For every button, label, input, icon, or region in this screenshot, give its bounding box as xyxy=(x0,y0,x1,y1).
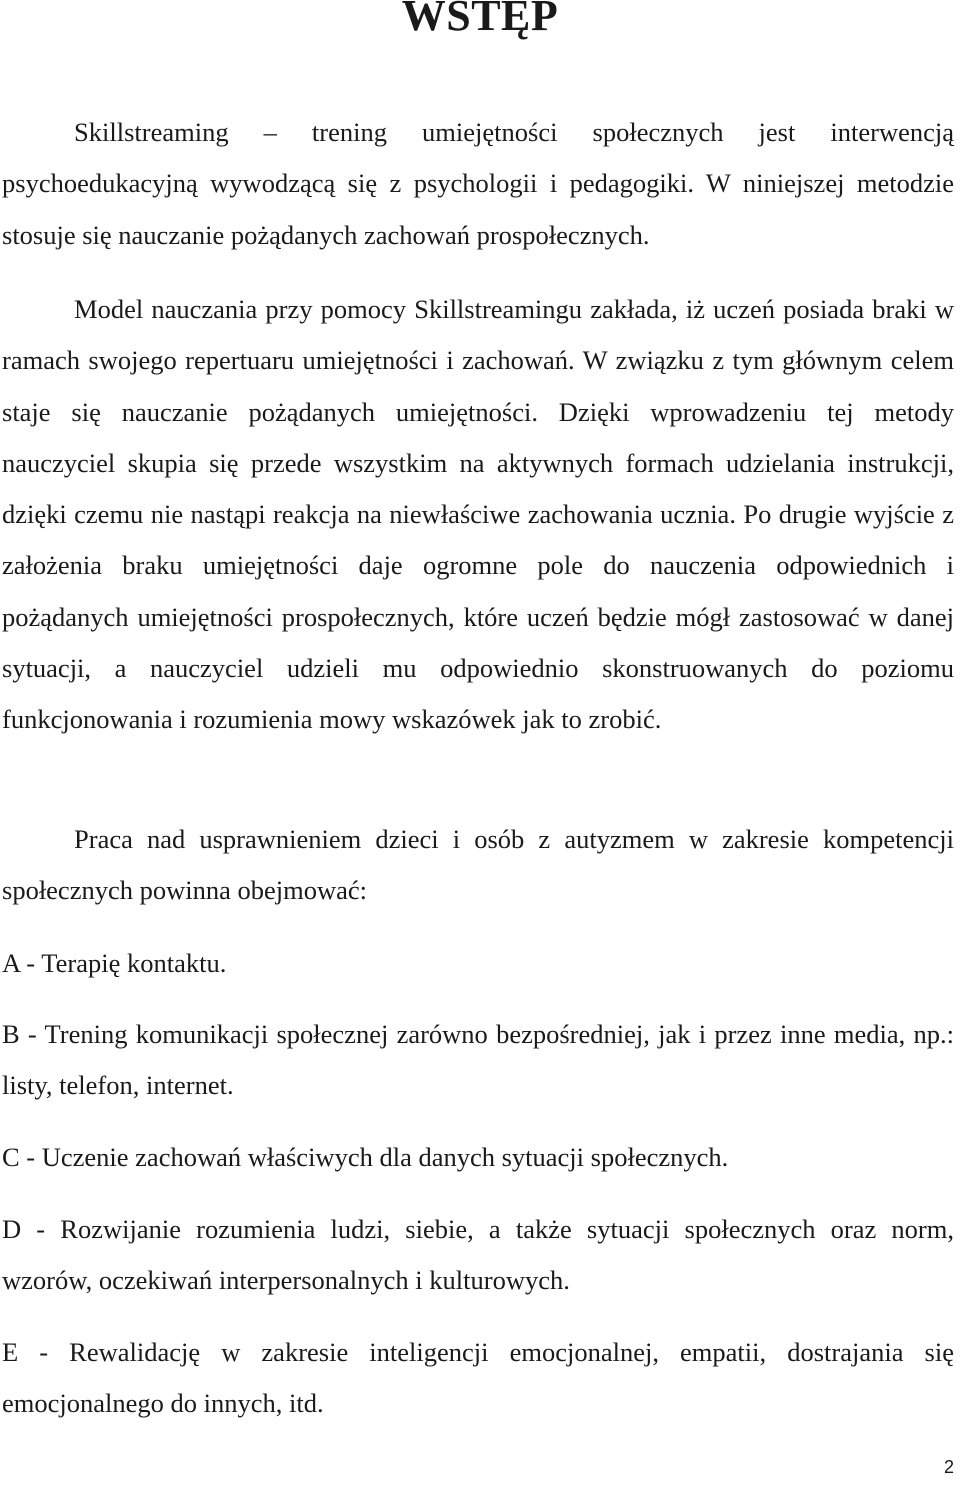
list-item-c: C - Uczenie zachowań właściwych dla danych sytuacji społecznych. xyxy=(2,1142,729,1172)
paragraph-scope: Praca nad usprawnieniem dzieci i osób z autyzmem w zakresie kompetencji społecznych powinna obejmować: xyxy=(2,824,954,906)
page-title: WSTĘP xyxy=(401,0,559,40)
list-item-b: B - Trening komunikacji społecznej zarówno bezpośredniej, jak i przez inne media, np.: listy, telefon, internet. xyxy=(2,1019,954,1101)
paragraph-intro: Skillstreaming – trening umiejętności społecznych jest interwencją psychoedukacyjną wywodzącą się z psychologii i pedagogiki. W niniejszej metodzie stosuje się nauczanie pożądanych zachowań prospołecznych. xyxy=(2,117,954,250)
list-item-d: D - Rozwijanie rozumienia ludzi, siebie, a także sytuacji społecznych oraz norm, wzorów, oczekiwań interpersonalnych i kulturowych. xyxy=(2,1214,954,1296)
page-number: 2 xyxy=(943,1457,954,1477)
list-item-a: A - Terapię kontaktu. xyxy=(2,948,227,978)
paragraph-model: Model nauczania przy pomocy Skillstreamingu zakłada, iż uczeń posiada braki w ramach swojego repertuaru umiejętności i zachowań. W związku z tym głównym celem staje się nauczanie pożądanych umiejętności. Dzięki wprowadzeniu tej metody nauczyciel skupia się przede wszystkim na aktywnych formach udzielania instrukcji, dzięki czemu nie nastąpi reakcja na niewłaściwe zachowania ucznia. Po drugie wyjście z założenia braku umiejętności daje ogromne pole do nauczenia odpowiednich i pożądanych umiejętności prospołecznych, które uczeń będzie mógł zastosować w danej sytuacji, a nauczyciel udzieli mu odpowiednio skonstruowanych do poziomu funkcjonowania i rozumienia mowy wskazówek jak to zrobić. xyxy=(2,294,954,735)
list-item-e: E - Rewalidację w zakresie inteligencji emocjonalnej, empatii, dostrajania się emocjonalnego do innych, itd. xyxy=(2,1337,954,1419)
